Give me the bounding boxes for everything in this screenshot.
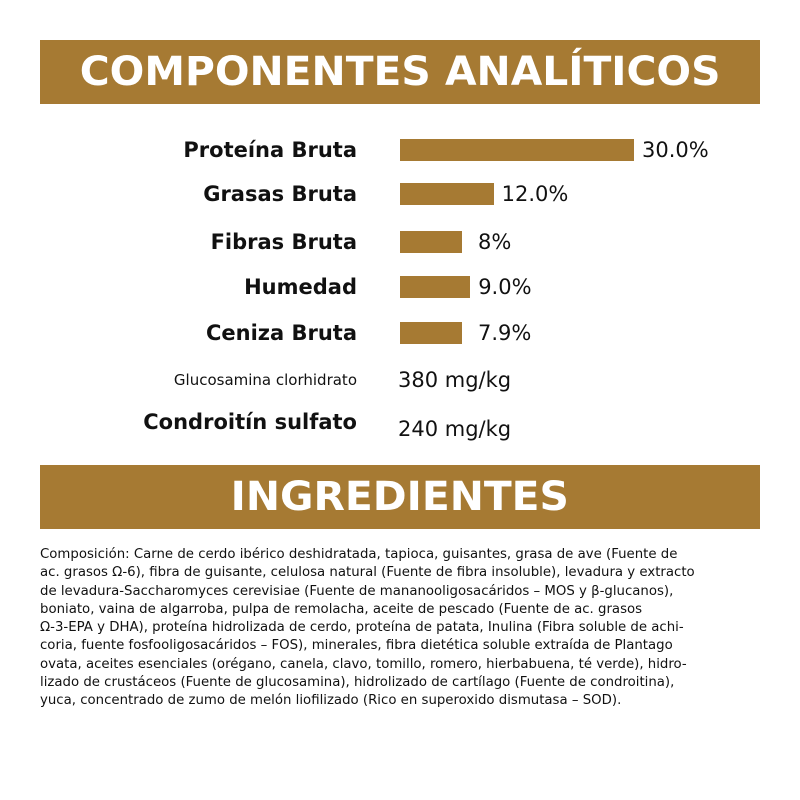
bar [400, 139, 634, 161]
nutrient-value: 240 mg/kg [398, 417, 512, 441]
composition-line: boniato, vaina de algarroba, pulpa de remolacha, aceite de pescado (Fuente de ac. grasos [40, 601, 643, 617]
bar-value-label: 12.0% [501, 182, 569, 206]
bar [400, 322, 462, 344]
bar [400, 183, 494, 205]
bar [400, 231, 462, 253]
bar-value-label: 8% [478, 230, 512, 254]
composition-line: de levadura-Saccharomyces cerevisiae (Fuente de mananooligosacáridos – MOS y β-glucanos), [40, 583, 674, 599]
bar-category-label: Humedad [244, 275, 357, 299]
nutrient-label: Condroitín sulfato [143, 410, 357, 434]
composition-line: ac. grasos Ω-6), fibra de guisante, celulosa natural (Fuente de fibra insoluble), levadura y extracto [40, 565, 695, 581]
bar [400, 276, 470, 298]
bar-category-label: Grasas Bruta [203, 182, 357, 206]
bar-category-label: Fibras Bruta [210, 230, 357, 254]
composition-line: Composición: Carne de cerdo ibérico deshidratada, tapioca, guisantes, grasa de ave (Fuente de [40, 547, 678, 562]
ingredients-banner [40, 465, 760, 529]
analytical-components-title: COMPONENTES ANALÍTICOS [79, 49, 721, 95]
bar-value-label: 7.9% [478, 321, 532, 345]
bar-category-label: Proteína Bruta [183, 138, 357, 162]
composition-line: Ω-3-EPA y DHA), proteína hidrolizada de cerdo, proteína de patata, Inulina (Fibra soluble de achi- [40, 620, 684, 636]
nutrient-value: 380 mg/kg [398, 368, 512, 392]
composition-line: yuca, concentrado de zumo de melón liofilizado (Rico en superoxido dismutasa – SOD). [40, 693, 622, 709]
nutrient-label: Glucosamina clorhidrato [173, 371, 357, 389]
ingredients-title: INGREDIENTES [230, 474, 570, 520]
ingredients-composition [40, 546, 762, 711]
bar-category-label: Ceniza Bruta [205, 321, 357, 345]
composition-line: ovata, aceites esenciales (orégano, canela, clavo, tomillo, romero, hierbabuena, té verde), hidro- [40, 656, 687, 672]
bar-value-label: 9.0% [478, 275, 532, 299]
composition-line: coria, fuente fosfooligosacáridos – FOS), minerales, fibra dietética soluble extraída de Plantago [40, 638, 673, 654]
bar-value-label: 30.0% [642, 138, 709, 162]
composition-line: lizado de crustáceos (Fuente de glucosamina), hidrolizado de cartílago (Fuente de condroitina), [40, 675, 675, 691]
